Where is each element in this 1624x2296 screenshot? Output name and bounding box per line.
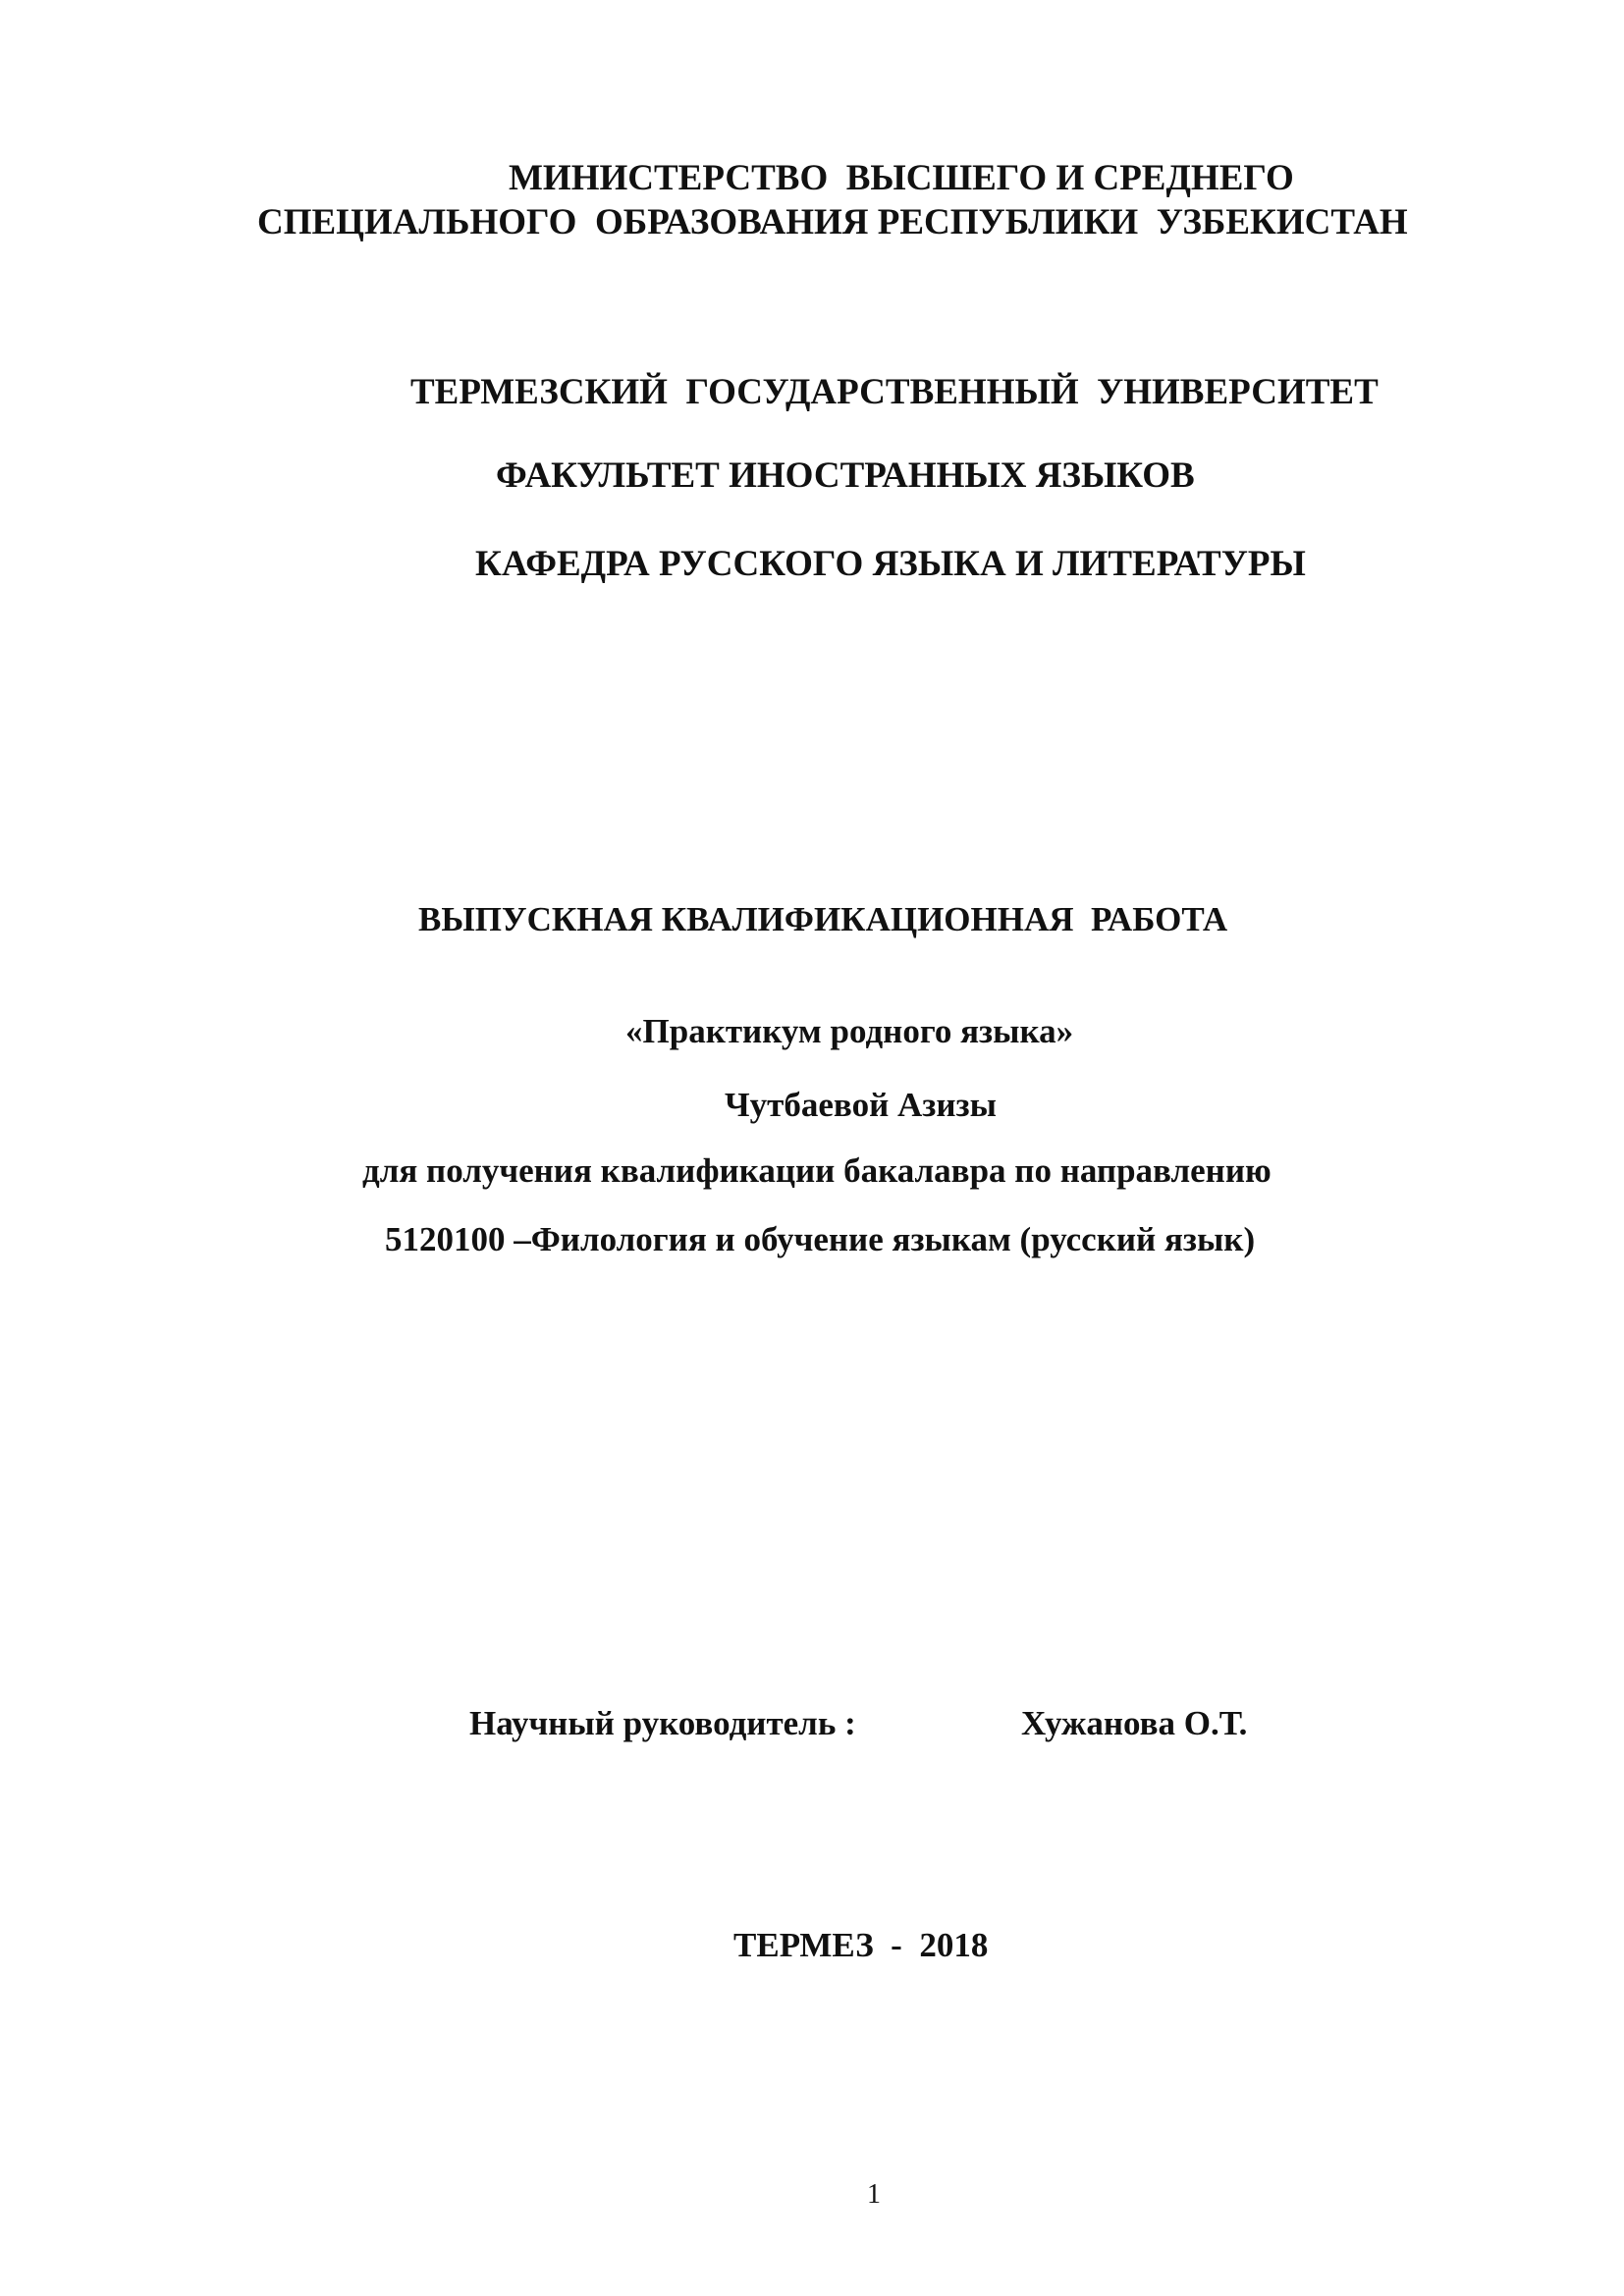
- faculty-name: ФАКУЛЬТЕТ ИНОСТРАННЫХ ЯЗЫКОВ: [496, 455, 1195, 496]
- work-title: «Практикум родного языка»: [625, 1012, 1074, 1050]
- supervisor-name: Хужанова О.Т.: [1021, 1704, 1248, 1742]
- city-year: ТЕРМЕЗ - 2018: [733, 1926, 989, 1964]
- work-type: ВЫПУСКНАЯ КВАЛИФИКАЦИОННАЯ РАБОТА: [418, 900, 1228, 938]
- ministry-line-1: МИНИСТЕРСТВО ВЫСШЕГО И СРЕДНЕГО: [509, 158, 1294, 198]
- specialty: 5120100 –Филология и обучение языкам (русский язык): [385, 1220, 1256, 1258]
- qualification-purpose: для получения квалификации бакалавра по направлению: [362, 1151, 1272, 1190]
- author-name: Чутбаевой Азизы: [725, 1086, 997, 1124]
- department-name: КАФЕДРА РУССКОГО ЯЗЫКА И ЛИТЕРАТУРЫ: [475, 544, 1306, 584]
- supervisor-label: Научный руководитель :: [469, 1704, 856, 1742]
- page-number: 1: [867, 2179, 881, 2210]
- university-name: ТЕРМЕЗСКИЙ ГОСУДАРСТВЕННЫЙ УНИВЕРСИТЕТ: [410, 372, 1379, 412]
- ministry-line-2: СПЕЦИАЛЬНОГО ОБРАЗОВАНИЯ РЕСПУБЛИКИ УЗБЕКИСТАН: [257, 202, 1408, 242]
